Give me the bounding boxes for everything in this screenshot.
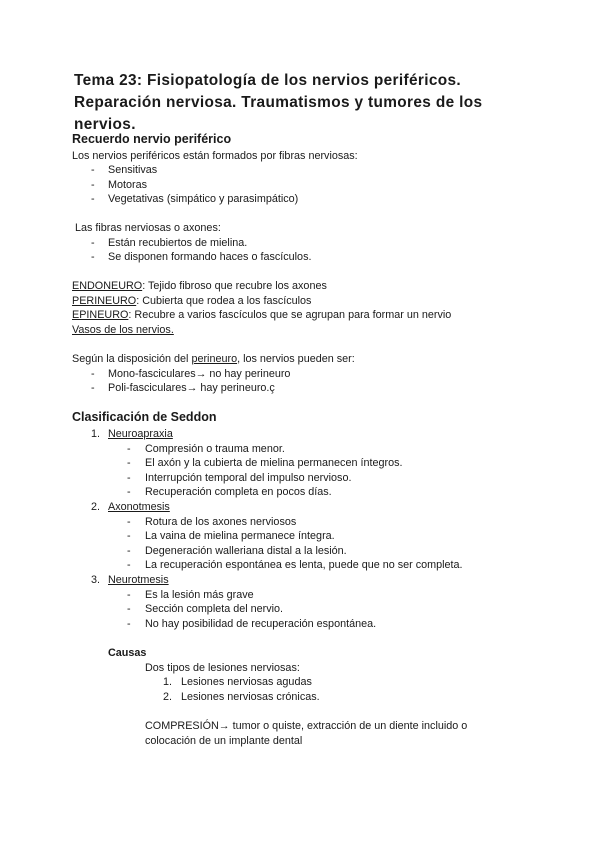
list-number: 3. xyxy=(91,574,101,586)
list-number: 1. xyxy=(91,428,101,440)
compresion-line-1: COMPRESIÓN→ tumor o quiste, extracción de un diente incluido o xyxy=(145,720,468,732)
list-bullet: - xyxy=(127,443,131,455)
seddon-group-name: Axonotmesis xyxy=(108,501,170,513)
list-bullet: - xyxy=(91,193,95,205)
list-item: Están recubiertos de mielina. xyxy=(108,237,248,249)
segun-disposicion xyxy=(72,352,355,367)
list-bullet: - xyxy=(127,618,131,630)
causas-heading: Causas xyxy=(108,647,147,659)
list-item: Sensitivas xyxy=(108,164,158,176)
term-epineuro: EPINEURO xyxy=(72,309,129,321)
list-item: No hay posibilidad de recuperación espontánea. xyxy=(145,618,377,630)
list-item: Poli-fasciculares→ hay perineuro.ç xyxy=(108,382,275,394)
list-bullet: - xyxy=(127,516,131,528)
definition-epineuro xyxy=(72,308,451,323)
seddon-group-name: Neurotmesis xyxy=(108,574,169,586)
list-bullet: - xyxy=(127,603,131,615)
list-bullet: - xyxy=(127,457,131,469)
compresion-line-2: colocación de un implante dental xyxy=(145,735,303,747)
term-endoneuro: ENDONEURO xyxy=(72,280,143,292)
list-bullet: - xyxy=(91,164,95,176)
list-item: La recuperación espontánea es lenta, puede que no ser completa. xyxy=(145,559,463,571)
recuerdo-intro: Los nervios periféricos están formados por fibras nerviosas: xyxy=(72,150,358,162)
causas-intro: Dos tipos de lesiones nerviosas: xyxy=(145,662,300,674)
list-item: Mono-fasciculares→ no hay perineuro xyxy=(108,368,291,380)
list-item: Recuperación completa en pocos días. xyxy=(145,486,332,498)
term-perineuro: PERINEURO xyxy=(72,295,137,307)
list-item: La vaina de mielina permanece íntegra. xyxy=(145,530,335,542)
list-item: Rotura de los axones nerviosos xyxy=(145,516,297,528)
list-bullet: - xyxy=(91,237,95,249)
list-bullet: - xyxy=(127,530,131,542)
list-item: Vegetativas (simpático y parasimpático) xyxy=(108,193,299,205)
list-bullet: - xyxy=(127,545,131,557)
list-bullet: - xyxy=(127,486,131,498)
list-item: Lesiones nerviosas crónicas. xyxy=(181,691,320,703)
list-item: Motoras xyxy=(108,179,148,191)
list-number: 2. xyxy=(91,501,101,513)
list-item: Interrupción temporal del impulso nervioso. xyxy=(145,472,352,484)
list-item: El axón y la cubierta de mielina permanecen íntegros. xyxy=(145,457,403,469)
definition-text: : Cubierta que rodea a los fascículos xyxy=(136,295,312,307)
list-bullet: - xyxy=(127,589,131,601)
seddon-group-name: Neuroapraxia xyxy=(108,428,173,440)
list-item: Lesiones nerviosas agudas xyxy=(181,676,312,688)
segun-text-pre: Según la disposición del xyxy=(72,353,192,365)
list-bullet: - xyxy=(91,382,95,394)
list-item: Es la lesión más grave xyxy=(145,589,254,601)
list-number: 1. xyxy=(163,676,173,688)
list-bullet: - xyxy=(91,368,95,380)
list-item: Se disponen formando haces o fascículos. xyxy=(108,251,312,263)
list-item: Sección completa del nervio. xyxy=(145,603,284,615)
segun-text-post: , los nervios pueden ser: xyxy=(237,353,355,365)
list-item: Compresión o trauma menor. xyxy=(145,443,285,455)
definition-perineuro xyxy=(72,294,311,309)
list-item: Degeneración walleriana distal a la lesión. xyxy=(145,545,347,557)
list-bullet: - xyxy=(127,472,131,484)
list-bullet: - xyxy=(91,179,95,191)
list-bullet: - xyxy=(91,251,95,263)
vasos-nervios: Vasos de los nervios. xyxy=(72,324,174,336)
term-perineuro-link: perineuro xyxy=(191,353,238,365)
section-heading-seddon: Clasificación de Seddon xyxy=(72,410,217,424)
definition-text: : Tejido fibroso que recubre los axones xyxy=(142,280,327,292)
document-title: Tema 23: Fisiopatología de los nervios periféricos. Reparación nerviosa. Traumatismos y tumores de los nervios. xyxy=(74,72,483,133)
section-heading-recuerdo: Recuerdo nervio periférico xyxy=(72,132,232,146)
recuerdo-intro-fibras: Las fibras nerviosas o axones: xyxy=(75,222,221,234)
list-bullet: - xyxy=(127,559,131,571)
definition-text: : Recubre a varios fascículos que se agrupan para formar un nervio xyxy=(128,309,452,321)
list-number: 2. xyxy=(163,691,173,703)
definition-endoneuro xyxy=(72,279,327,294)
